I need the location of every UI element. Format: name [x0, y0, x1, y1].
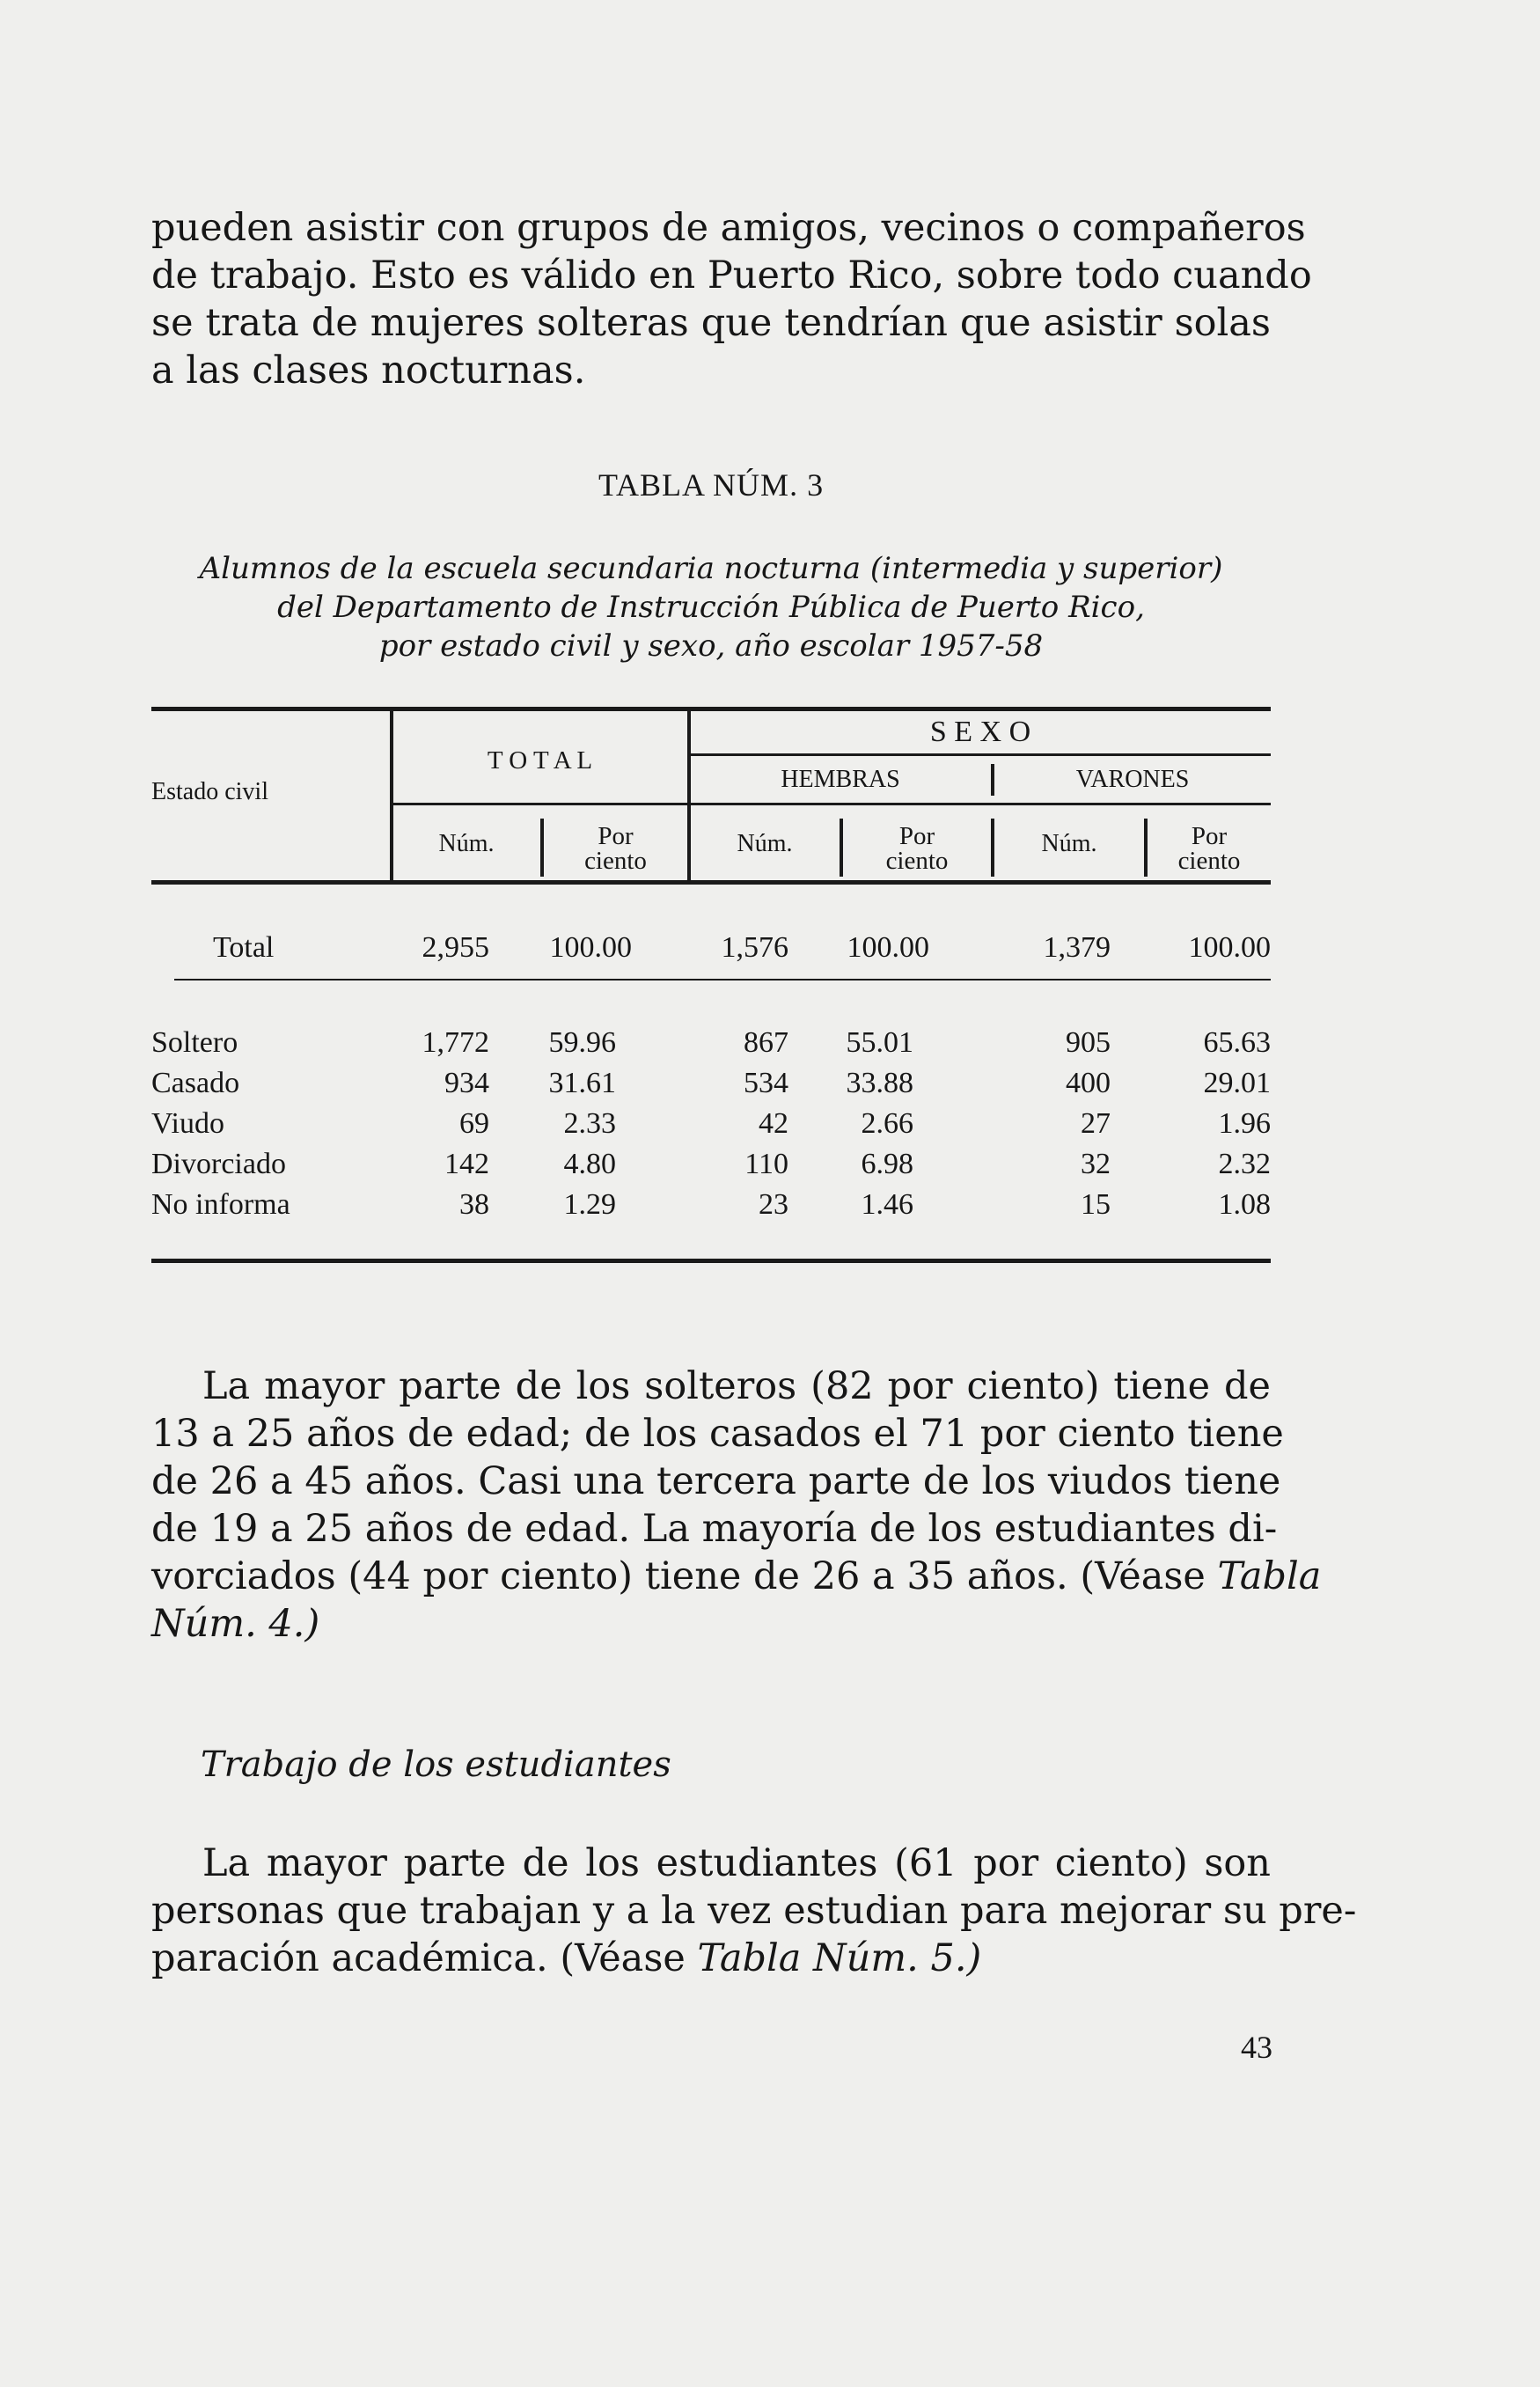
cell: 38	[459, 1188, 489, 1221]
header-ciento: ciento	[584, 847, 647, 875]
body-paragraph	[151, 1840, 1357, 1982]
row-label: Total	[213, 931, 275, 964]
cell: 15	[1081, 1188, 1111, 1221]
header-ciento: ciento	[1177, 847, 1241, 875]
table-caption	[151, 549, 1271, 665]
header-num: Núm.	[737, 830, 793, 857]
cell: 65.63	[1203, 1026, 1271, 1059]
text-line: La mayor parte de los estudiantes (61 por ciento) son	[202, 1841, 1271, 1885]
header-por-ciento	[843, 824, 991, 873]
cell: 1.29	[563, 1188, 616, 1221]
header-total: T O T A L	[487, 746, 593, 775]
text-line: se trata de mujeres solteras que tendrían que asistir solas	[151, 301, 1271, 345]
cell: 1,772	[422, 1026, 489, 1059]
header-ciento: ciento	[885, 847, 949, 875]
cell: 59.96	[548, 1026, 616, 1059]
cell: 142	[444, 1148, 489, 1180]
row-label: Viudo	[151, 1107, 224, 1140]
cell: 31.61	[548, 1067, 616, 1099]
caption-line: del Departamento de Instrucción Pública de Puerto Rico,	[277, 590, 1145, 625]
cell: 33.88	[846, 1067, 913, 1099]
header-por-ciento	[1148, 824, 1271, 873]
row-label: Divorciado	[151, 1148, 286, 1180]
header-sexo: S E X O	[929, 716, 1031, 748]
row-label: No informa	[151, 1188, 290, 1221]
cell: 1.46	[861, 1188, 913, 1221]
cell: 100.00	[1188, 931, 1271, 964]
header-por: Por	[898, 822, 935, 850]
cell: 2.32	[1218, 1148, 1271, 1180]
text-line	[151, 1935, 1271, 1982]
header-num: Núm.	[1041, 830, 1097, 857]
cell: 2.33	[563, 1107, 616, 1140]
cell: 29.01	[1203, 1067, 1271, 1099]
cell: 1,379	[1043, 931, 1111, 964]
body-paragraph	[151, 1362, 1322, 1648]
italic-reference: Núm. 4.)	[151, 1602, 320, 1646]
header-bottom-rule	[151, 880, 1271, 885]
text-line: a las clases nocturnas.	[151, 349, 586, 393]
table-top-rule	[151, 707, 1271, 711]
cell: 100.00	[549, 931, 632, 964]
text-line: de 26 a 45 años. Casi una tercera parte de los viudos tiene	[151, 1459, 1281, 1503]
cell: 2,955	[422, 931, 489, 964]
text-line: pueden asistir con grupos de amigos, vecinos o compañeros	[151, 206, 1306, 250]
row-label: Casado	[151, 1067, 240, 1099]
cell: 6.98	[861, 1148, 913, 1180]
intro-paragraph	[151, 204, 1312, 394]
header-por: Por	[1191, 822, 1228, 850]
cell: 27	[1081, 1107, 1111, 1140]
section-heading: Trabajo de los estudiantes	[201, 1744, 671, 1785]
text-line: La mayor parte de los solteros (82 por ciento) tiene de	[202, 1364, 1271, 1408]
sexo-rule	[690, 753, 1271, 756]
cell: 23	[759, 1188, 788, 1221]
header-por-ciento	[544, 824, 687, 873]
header-por: Por	[598, 822, 634, 850]
caption-line: por estado civil y sexo, año escolar 1957-58	[378, 628, 1044, 664]
page-number: 43	[1241, 2030, 1272, 2065]
row-label: Soltero	[151, 1026, 238, 1059]
header-num: Núm.	[438, 830, 495, 857]
text-line: de trabajo. Esto es válido en Puerto Rico, sobre todo cuando	[151, 253, 1312, 297]
cell: 934	[444, 1067, 489, 1099]
cell: 110	[744, 1148, 788, 1180]
cell: 4.80	[563, 1148, 616, 1180]
text-line: de 19 a 25 años de edad. La mayoría de los estudiantes di-	[151, 1507, 1278, 1551]
cell: 100.00	[847, 931, 929, 964]
text-fragment: paración académica. (Véase	[151, 1936, 698, 1980]
cell: 55.01	[846, 1026, 913, 1059]
text-line: 13 a 25 años de edad; de los casados el 71 por ciento tiene	[151, 1412, 1284, 1456]
table-bottom-rule	[151, 1259, 1271, 1263]
cell: 69	[459, 1107, 489, 1140]
table-title: TABLA NÚM. 3	[598, 467, 825, 503]
cell: 400	[1066, 1067, 1111, 1099]
cell: 32	[1081, 1148, 1111, 1180]
header-hembras: HEMBRAS	[781, 766, 900, 793]
cell: 534	[744, 1067, 788, 1099]
cell: 42	[759, 1107, 788, 1140]
total-rule	[174, 979, 1271, 981]
text-line	[151, 1553, 1322, 1600]
caption-line: Alumnos de la escuela secundaria nocturna (intermedia y superior)	[199, 551, 1223, 586]
italic-reference: Tabla	[1217, 1554, 1322, 1598]
header-estado-civil: Estado civil	[151, 778, 268, 805]
cell: 905	[1066, 1026, 1111, 1059]
cell: 2.66	[861, 1107, 913, 1140]
cell: 1,576	[721, 931, 788, 964]
text-fragment: vorciados (44 por ciento) tiene de 26 a 35 años. (Véase	[151, 1554, 1218, 1598]
cell: 1.08	[1218, 1188, 1271, 1221]
italic-reference: Tabla Núm. 5.)	[697, 1936, 982, 1980]
cell: 867	[744, 1026, 788, 1059]
subheader-rule	[392, 803, 1271, 805]
cell: 1.96	[1218, 1107, 1271, 1140]
text-line: personas que trabajan y a la vez estudian para mejorar su pre-	[151, 1889, 1357, 1933]
header-varones: VARONES	[1075, 766, 1190, 793]
